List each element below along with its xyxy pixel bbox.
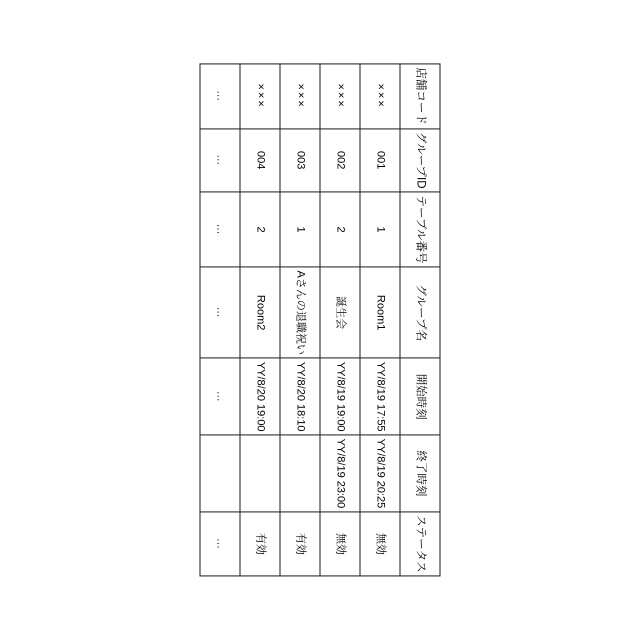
cell-status: 無効 xyxy=(360,512,400,576)
cell-end-time: YY/8/19 20:25 xyxy=(360,435,400,512)
table-body xyxy=(200,64,400,576)
cell-table-number: 1 xyxy=(280,192,320,267)
cell-start-time: YY/8/19 19:00 xyxy=(320,358,360,435)
cell-end-time xyxy=(240,435,280,512)
cell-group-name: … xyxy=(200,267,240,358)
column-header-store-code: 店舗コード xyxy=(400,64,440,129)
cell-end-time xyxy=(200,435,240,512)
cell-table-number: 1 xyxy=(360,192,400,267)
rotated-table-container xyxy=(200,63,441,576)
table-header-row xyxy=(400,64,440,576)
cell-group-name: Aさんの退職祝い xyxy=(280,267,320,358)
column-header-end-time: 終了時刻 xyxy=(400,435,440,512)
cell-start-time: … xyxy=(200,358,240,435)
group-management-table xyxy=(200,63,441,576)
table-header xyxy=(400,64,440,576)
column-header-start-time: 開始時刻 xyxy=(400,358,440,435)
table-row xyxy=(320,64,360,576)
cell-group-name: Room2 xyxy=(240,267,280,358)
cell-store-code: ××× xyxy=(360,64,400,129)
cell-table-number: 2 xyxy=(240,192,280,267)
cell-start-time: YY/8/20 18:10 xyxy=(280,358,320,435)
column-header-status: ステータス xyxy=(400,512,440,576)
cell-end-time: YY/8/19 23:00 xyxy=(320,435,360,512)
cell-status: 有効 xyxy=(240,512,280,576)
table-row xyxy=(280,64,320,576)
cell-table-number: … xyxy=(200,192,240,267)
table-row xyxy=(360,64,400,576)
cell-store-code: ××× xyxy=(240,64,280,129)
cell-store-code: ××× xyxy=(320,64,360,129)
table-row xyxy=(200,64,240,576)
column-header-group-name: グループ名 xyxy=(400,267,440,358)
cell-status: … xyxy=(200,512,240,576)
cell-group-id: 004 xyxy=(240,128,280,192)
cell-table-number: 2 xyxy=(320,192,360,267)
table-row xyxy=(240,64,280,576)
cell-start-time: YY/8/20 19:00 xyxy=(240,358,280,435)
cell-group-id: 002 xyxy=(320,128,360,192)
cell-group-id: … xyxy=(200,128,240,192)
cell-status: 有効 xyxy=(280,512,320,576)
cell-status: 無効 xyxy=(320,512,360,576)
cell-store-code: ××× xyxy=(280,64,320,129)
cell-group-id: 001 xyxy=(360,128,400,192)
cell-group-name: 誕生会 xyxy=(320,267,360,358)
cell-store-code: … xyxy=(200,64,240,129)
cell-group-name: Room1 xyxy=(360,267,400,358)
column-header-group-id: グループID xyxy=(400,128,440,192)
column-header-table-number: テーブル番号 xyxy=(400,192,440,267)
cell-end-time xyxy=(280,435,320,512)
cell-group-id: 003 xyxy=(280,128,320,192)
cell-start-time: YY/8/19 17:55 xyxy=(360,358,400,435)
